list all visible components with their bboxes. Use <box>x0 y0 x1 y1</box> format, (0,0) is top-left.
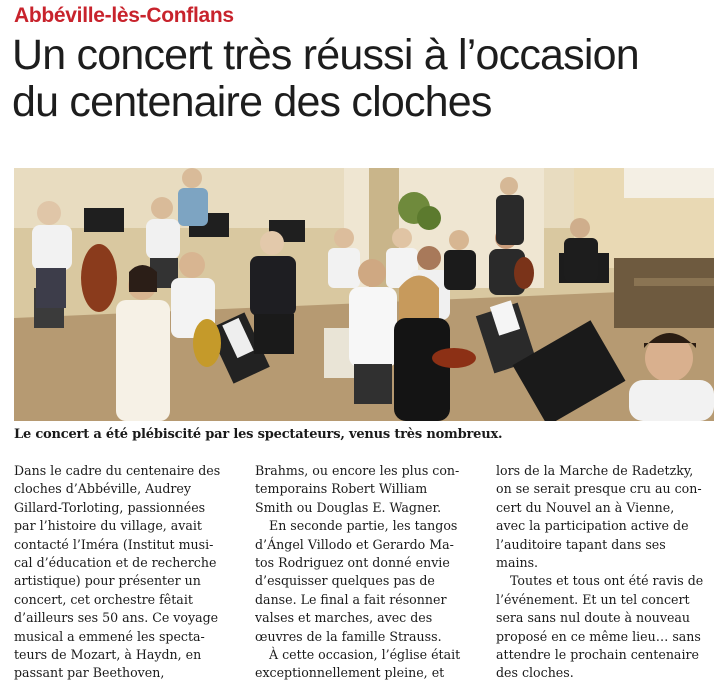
text-line: À cette occasion, l’église était <box>269 647 461 663</box>
text-line: temporains Robert William <box>255 481 428 497</box>
article-body <box>14 462 719 694</box>
text-line: des cloches. <box>496 665 574 681</box>
text-line: œuvres de la famille Strauss. <box>255 628 442 644</box>
text-line: sera sans nul doute à nouveau <box>496 610 691 626</box>
text-line: Brahms, ou encore les plus con- <box>255 463 460 478</box>
kicker-location: Abbéville-lès-Conflans <box>14 4 234 27</box>
orchestra-photo <box>14 168 714 421</box>
text-line: concert, cet orchestre fêtait <box>14 591 193 607</box>
text-line: tos Rodriguez ont donné envie <box>255 555 450 571</box>
text-line: exceptionnellement pleine, et <box>255 665 445 681</box>
text-line: d’Ángel Villodo et Gerardo Ma- <box>255 536 454 552</box>
text-line: l’événement. Et un tel concert <box>496 591 690 607</box>
text-line: Smith ou Douglas E. Wagner. <box>255 499 442 515</box>
headline-line-1: Un concert très réussi à l’occasion <box>12 31 639 79</box>
text-line: cloches d’Abbéville, Audrey <box>14 481 191 497</box>
text-line: on se serait presque cru au con- <box>496 481 702 497</box>
text-line: teurs de Mozart, à Haydn, en <box>14 647 202 663</box>
text-line: Toutes et tous ont été ravis de <box>510 573 704 589</box>
text-line: avec la participation active de <box>496 518 689 534</box>
orchestra-photo-illustration <box>14 168 714 421</box>
article-column-2 <box>255 462 478 694</box>
text-line: d’ailleurs ses 50 ans. Ce voyage <box>14 610 219 626</box>
text-line: artistique) pour présenter un <box>14 573 201 589</box>
article-column-1 <box>14 462 237 694</box>
text-line: danse. Le final a fait résonner <box>255 591 447 607</box>
headline-line-2: du centenaire des cloches <box>12 78 492 126</box>
headline <box>12 32 717 126</box>
text-line: Gillard-Torloting, passionnées <box>14 499 206 515</box>
text-line: cal d’éducation et de recherche <box>14 555 217 571</box>
text-line: par l’histoire du village, avait <box>14 518 202 534</box>
text-line: mains. <box>496 555 539 571</box>
text-line: En seconde partie, les tangos <box>269 518 458 534</box>
text-line: passant par Beethoven, <box>14 665 165 681</box>
text-line: contacté l’Iméra (Institut musi- <box>14 536 214 552</box>
text-line: attendre le prochain centenaire <box>496 647 699 663</box>
article-column-3 <box>496 462 719 694</box>
text-line: proposé en ce même lieu… sans <box>496 628 701 644</box>
text-line: d’esquisser quelques pas de <box>255 573 435 589</box>
text-line: musical a emmené les specta- <box>14 628 205 644</box>
text-line: cert du Nouvel an à Vienne, <box>496 499 675 515</box>
photo-caption: Le concert a été plébiscité par les spectateurs, venus très nombreux. <box>14 427 503 442</box>
text-line: Dans le cadre du centenaire des <box>14 463 221 478</box>
text-line: lors de la Marche de Radetzky, <box>496 463 694 478</box>
text-line: valses et marches, avec des <box>255 610 433 626</box>
text-line: l’auditoire tapant dans ses <box>496 536 666 552</box>
